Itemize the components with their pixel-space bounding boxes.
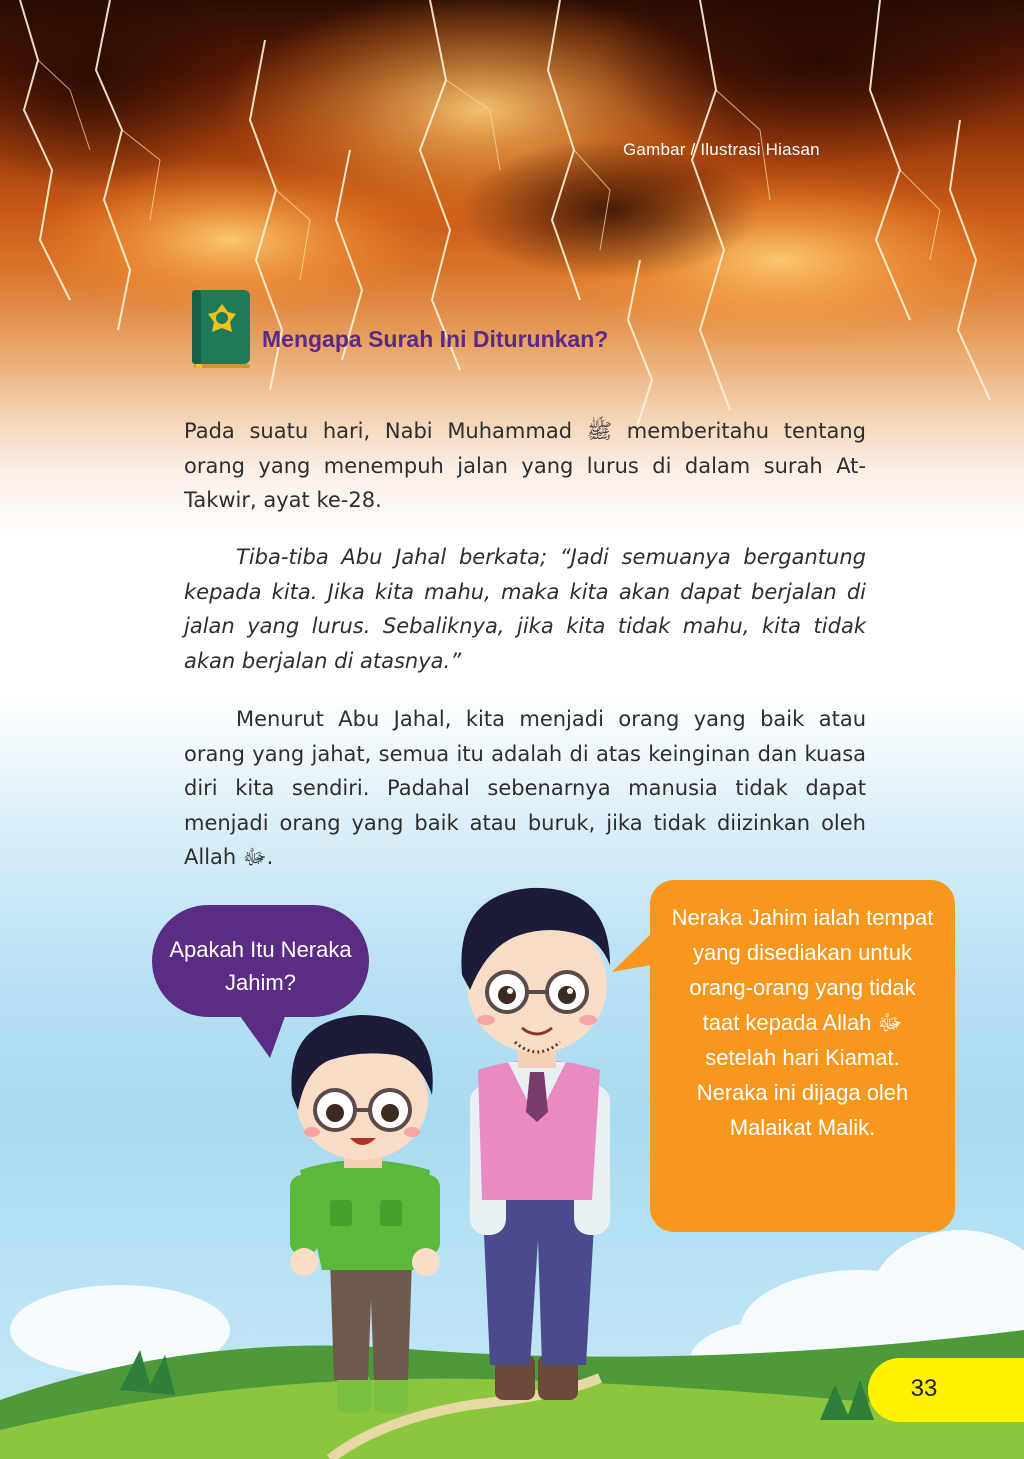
adult-speech-bubble xyxy=(650,880,955,1232)
adult-answer-text: Neraka Jahim ialah tempat yang disediakan untuk orang-orang yang tidak taat kepada Allah ﷻ setelah hari Kiamat. Neraka ini dijaga oleh Malaikat Malik. xyxy=(671,905,934,1140)
paragraph-3-text: Menurut Abu Jahal, kita menjadi orang yang baik atau orang yang jahat, semua itu adalah di atas keinginan dan kuasa diri kita sendiri. Padahal sebenarnya manusia tidak dapat menjadi orang yang baik atau buruk, jika tidak diizinkan oleh Allah ﷻ. xyxy=(184,707,866,869)
page-number: 33 xyxy=(910,1375,938,1402)
adult-character xyxy=(461,888,610,1400)
section-title: Mengapa Surah Ini Diturunkan? xyxy=(262,326,609,352)
child-speech-bubble xyxy=(152,905,369,1017)
illustration-caption: Gambar / Ilustrasi Hiasan xyxy=(623,140,820,159)
paragraph-2-text: Tiba-tiba Abu Jahal berkata; “Jadi semuanya bergantung kepada kita. Jika kita mahu, maka kita akan dapat berjalan di jalan yang lurus. Sebaliknya, jika kita tidak mahu, kita tidak akan berjalan di atasnya.” xyxy=(184,545,866,673)
page-number-tab xyxy=(868,1358,1024,1422)
paragraph-1-text: Pada suatu hari, Nabi Muhammad ﷺ memberitahu tentang orang yang menempuh jalan yang lurus di dalam surah At-Takwir, ayat ke-28. xyxy=(184,419,866,512)
child-question-text: Apakah Itu Neraka Jahim? xyxy=(169,937,352,995)
